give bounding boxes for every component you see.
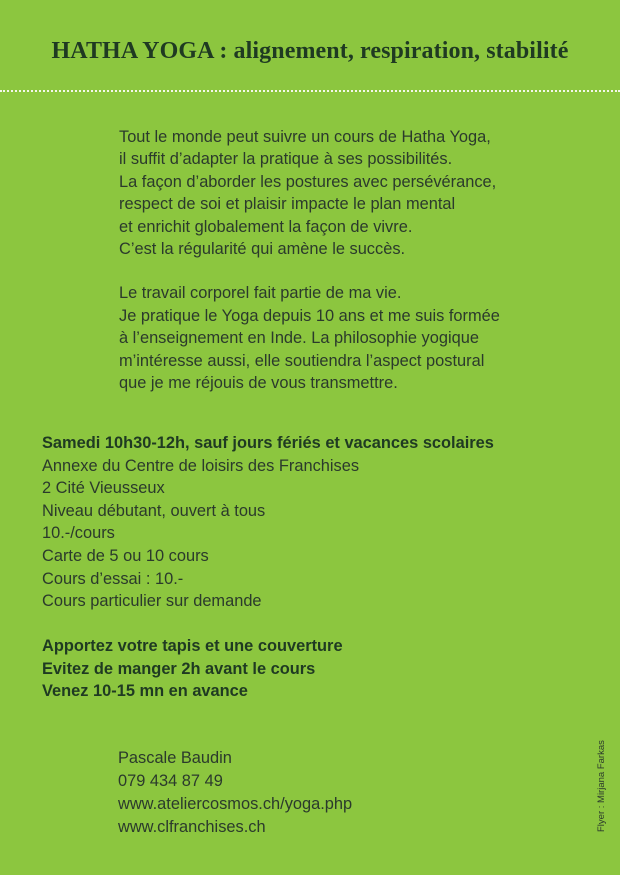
text-line: il suffit d’adapter la pratique à ses possibilités. — [119, 150, 453, 169]
tip-item: Venez 10-15 mn en avance — [42, 682, 248, 701]
card-line: Carte de 5 ou 10 cours — [42, 546, 209, 565]
tip-item: Apportez votre tapis et une couverture — [42, 637, 343, 655]
level-line: Niveau débutant, ouvert à tous — [42, 501, 266, 520]
location-line: Annexe du Centre de loisirs des Franchises — [42, 456, 360, 475]
text-line: et enrichit globalement la façon de vivre. — [119, 217, 413, 236]
text-line: m’intéresse aussi, elle soutiendra l’aspect postural — [119, 351, 485, 370]
page-title: HATHA YOGA : alignement, respiration, stabilité — [51, 38, 569, 64]
trial-line: Cours d’essai : 10.- — [42, 569, 184, 588]
text-line: que je me réjouis de vous transmettre. — [119, 374, 398, 393]
address-line: 2 Cité Vieusseux — [42, 479, 165, 498]
intro-paragraph-1 — [119, 126, 589, 260]
course-info — [42, 432, 494, 613]
text-line: respect de soi et plaisir impacte le plan mental — [119, 195, 456, 214]
text-line: Tout le monde peut suivre un cours de Hatha Yoga, — [119, 128, 491, 146]
contact-name: Pascale Baudin — [118, 749, 232, 767]
text-line: C’est la régularité qui amène le succès. — [119, 240, 406, 259]
tips-list — [42, 635, 343, 703]
text-line: Le travail corporel fait partie de ma vie. — [119, 284, 402, 303]
tip-item: Evitez de manger 2h avant le cours — [42, 659, 316, 678]
contact-phone[interactable]: 079 434 87 49 — [118, 772, 223, 790]
text-line: à l’enseignement en Inde. La philosophie yogique — [119, 329, 479, 348]
private-line: Cours particulier sur demande — [42, 592, 262, 611]
text-line: Je pratique le Yoga depuis 10 ans et me suis formée — [119, 306, 500, 325]
contact-block — [118, 747, 352, 839]
price-line: 10.-/cours — [42, 524, 115, 543]
website-link-franchises[interactable]: www.clfranchises.ch — [118, 818, 266, 836]
text-line: La façon d’aborder les postures avec persévérance, — [119, 172, 497, 191]
website-link-atelier[interactable]: www.ateliercosmos.ch/yoga.php — [118, 795, 353, 813]
intro-text — [119, 126, 589, 394]
dotted-divider — [0, 90, 620, 92]
flyer-credit: Flyer : Mirjana Farkas — [596, 740, 607, 832]
schedule-heading: Samedi 10h30-12h, sauf jours fériés et vacances scolaires — [42, 434, 494, 452]
intro-paragraph-2 — [119, 282, 589, 394]
